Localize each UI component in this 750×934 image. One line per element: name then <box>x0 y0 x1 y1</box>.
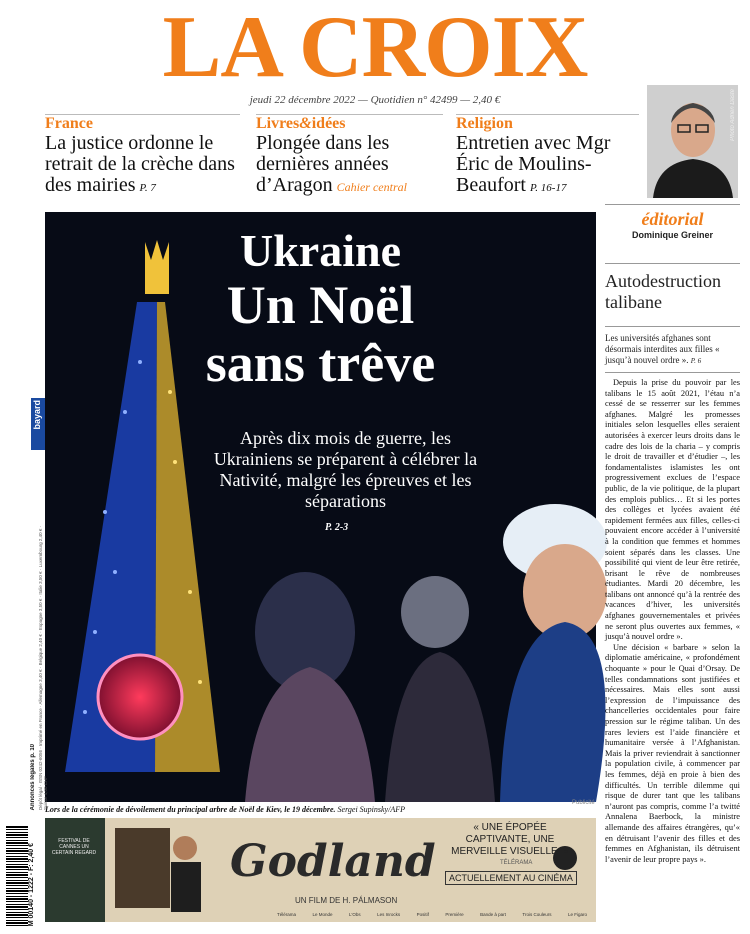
dateline: jeudi 22 décembre 2022 — Quotidien n° 42499 — 2,40 € <box>249 94 501 106</box>
ad-title: Godland <box>230 836 436 887</box>
bayard-logo: bayard <box>31 398 45 450</box>
portrait-photo <box>647 85 738 198</box>
ad-press-logos: Télérama Le Monde L'Obs Les Inrocks Positif Première Bande à part Trois Couleurs Le Figaro <box>277 912 587 917</box>
editorial-paragraph: Depuis la prise du pouvoir par les talibans le 15 août 2021, l’étau n’a cessé de se resserrer sur les femmes afghanes. Malgré les promesses initiales selon lesquelles elles seraient autorisées à exercer leurs droits dans le cadre des lois de la charia – y compris le droit de travailler et d’étudier –, les fondamentalistes islamistes les ont progressivement exclues de l’espace public, de la vie politique, de la plupart des emplois publics… Et si les portes des collèges et lycées avaient été rapidement fermées aux filles, celles-ci pouvaient encore accéder à l’université à la condition que femmes et hommes soient séparés dans les classes. Une possibilité qui vient de leur être retirée, brisant le rêve de nombreuses étudiantes. Mardi 20 décembre, les talibans ont annoncé qu’à la rentrée des vacances d’hiver, les universités afghanes gouvernementales et privées ne seront plus ouvertes aux femmes, « jusqu’à nouvel ordre ». <box>605 378 740 642</box>
teaser-headline: Entretien avec Mgr Éric de Moulins-Beaufort <box>456 132 611 196</box>
teaser-cahier: Cahier central <box>336 180 407 194</box>
teaser-headline: Plongée dans les dernières années d’Aragon <box>256 132 390 196</box>
photo-caption <box>45 805 585 814</box>
hero-title-line1: Ukraine <box>240 225 401 276</box>
teaser-page: P. 7 <box>139 182 156 194</box>
newspaper-logo[interactable]: LA CROIX <box>162 0 588 96</box>
legal-ads: Annonces légales p. 10 <box>30 743 36 810</box>
portrait-credit: Photo Adrien Daste <box>730 89 736 141</box>
imprint: Dépôt légal · ISSN 0242-6056 · Imprimé en France · Allemagne 3,40 € · Belgique 2,40 € · Espagne 3,50 € · Italie 3,50 € · Luxembourg 2,40 € · Suisse 4,00 CHF <box>38 525 48 810</box>
teaser-france[interactable] <box>45 114 240 201</box>
teaser-section: Religion <box>456 115 513 132</box>
teaser-section: Livres&idées <box>256 115 346 132</box>
teaser-section: France <box>45 115 93 132</box>
advertisement[interactable] <box>45 818 596 922</box>
editorial-title[interactable]: Autodestruction talibane <box>605 271 721 312</box>
masthead <box>0 0 750 96</box>
ad-quote-source: TÉLÉRAMA <box>500 860 533 866</box>
teaser-livres[interactable] <box>256 114 443 201</box>
hero-page-ref: P. 2-3 <box>325 522 349 533</box>
hero-headline[interactable] <box>0 226 641 392</box>
editorial-author: Dominique Greiner <box>631 230 713 240</box>
festival-badge: FESTIVAL DE CANNES UN CERTAIN REGARD <box>51 838 97 856</box>
editorial-label: éditorial <box>641 209 704 229</box>
hero-title-line2: Un Noël <box>226 275 415 335</box>
ad-director: UN FILM DE H. PÁLMASON <box>295 896 398 905</box>
portrait-image <box>647 85 738 198</box>
caption-credit: Sergei Supinsky/AFP <box>337 805 405 814</box>
barcode <box>6 826 28 926</box>
ad-quote: « UNE ÉPOPÉE CAPTIVANTE, UNE MERVEILLE VISUELLE. » <box>451 822 569 857</box>
editorial-intro: Les universités afghanes sont désormais interdites aux filles « jusqu’à nouvel ordre ». P. 6 <box>605 333 720 365</box>
legal-notice <box>30 520 46 810</box>
ad-label: Publicité <box>572 800 595 806</box>
teaser-page: P. 16-17 <box>529 182 567 194</box>
hero-subtitle: Après dix mois de guerre, les Ukrainiens se préparent à célébrer la Nativité, malgré les épreuves et les séparations <box>213 428 478 511</box>
ad-cta[interactable]: ACTUELLEMENT AU CINÉMA <box>445 871 577 885</box>
barcode-caption: M 00140 - 1222 - F: 2,40 € <box>28 842 35 926</box>
teaser-headline: La justice ordonne le retrait de la crèche dans des mairies <box>45 132 235 196</box>
caption-text: Lors de la cérémonie de dévoilement du principal arbre de Noël de Kiev, le 19 décembre. <box>45 805 336 814</box>
editorial-paragraph: Une décision « barbare » selon la diplomatie américaine, « profondément choquante » pour le Quai d’Orsay. De telles condamnations sont justifiées et nécessaires. Mais elles sont aussi l’expression de l’impuissance des chancelleries occidentales pour faire pression sur le régime taliban. Un des rares leviers est l’aide financière et humanitaire versée à l’Afghanistan. Mais la priver reviendrait à sanctionner la population civile, à commencer par les femmes, déjà en proie à bien des difficultés. Un terrible dilemme qui risque de durer tant que les talibans n’auront pas compris, comme l’a twitté Annalena Baerbock, la ministre allemande des affaires étrangères, qu’« en détruisant l’avenir des filles et des femmes en Afghanistan, ils détruisent l’avenir de leur propre pays ». <box>605 642 740 864</box>
hero-title-line3: sans trêve <box>205 333 436 393</box>
teaser-religion[interactable] <box>456 114 639 201</box>
editorial-body <box>605 372 740 865</box>
editorial-column <box>605 204 740 865</box>
